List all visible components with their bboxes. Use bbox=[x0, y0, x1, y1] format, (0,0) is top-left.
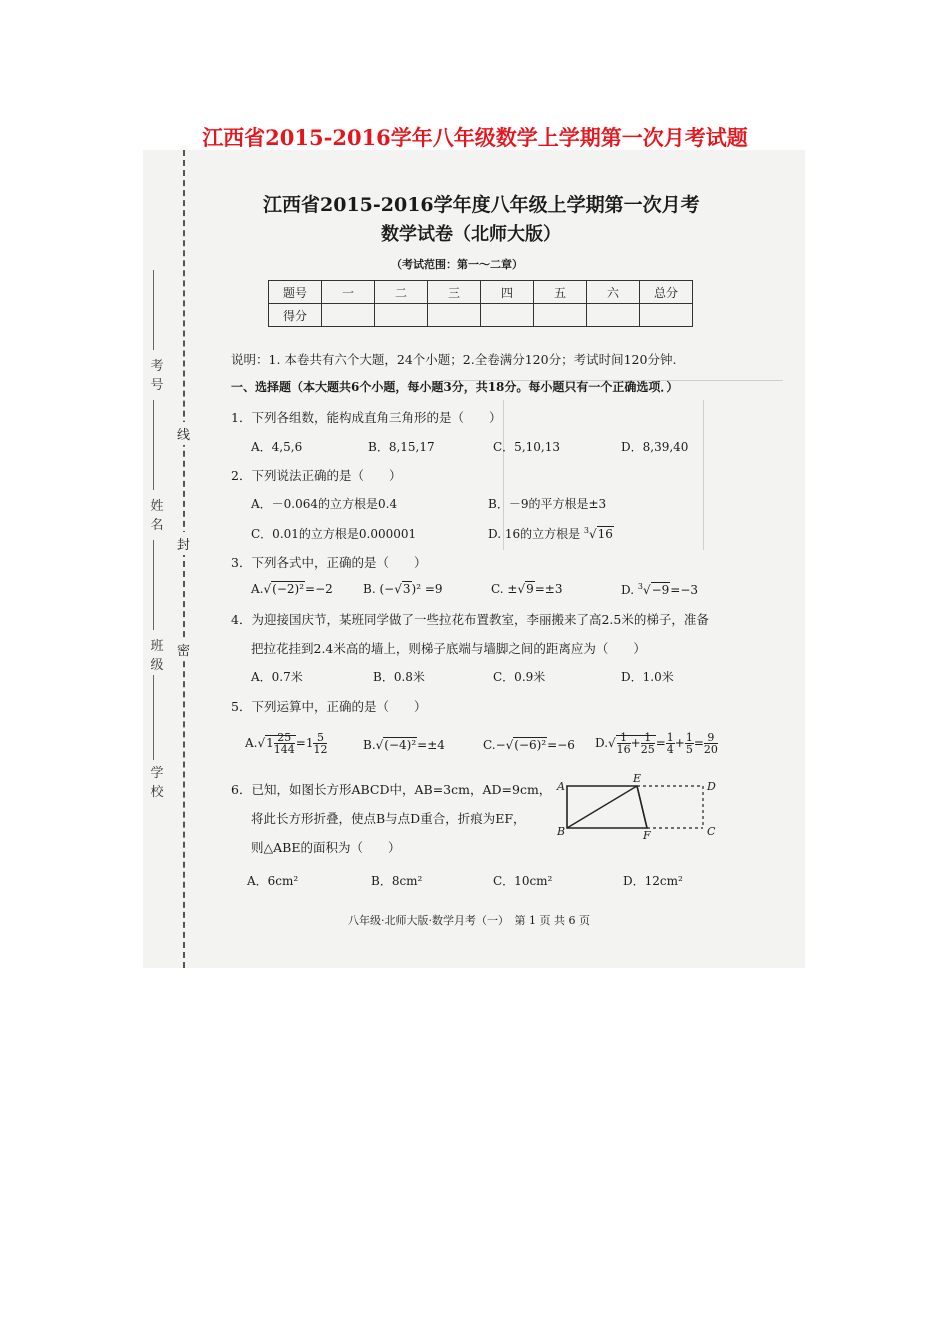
option-label: B. bbox=[363, 738, 376, 752]
score-cell: 四 bbox=[481, 281, 534, 304]
score-cell: 六 bbox=[587, 281, 640, 304]
fraction bbox=[617, 732, 631, 755]
radicand bbox=[616, 731, 656, 756]
score-table bbox=[268, 280, 693, 327]
option-label: C. ± bbox=[491, 582, 518, 596]
folded-shape bbox=[567, 786, 647, 828]
denominator: 5 bbox=[685, 743, 693, 756]
q2-option-a: A．－0.064的立方根是0.4 bbox=[251, 497, 398, 511]
numerator: 1 bbox=[617, 732, 631, 744]
q2-option-c: C．0.01的立方根是0.000001 bbox=[251, 527, 417, 541]
margin-blank bbox=[153, 400, 154, 490]
fraction bbox=[685, 732, 694, 755]
denominator: 25 bbox=[640, 743, 655, 756]
q2-option-b: B．－9的平方根是±3 bbox=[488, 497, 607, 511]
q1-option-d: D．8,39,40 bbox=[621, 440, 689, 454]
plus: + bbox=[630, 736, 641, 750]
q4-option-d: D．1.0米 bbox=[621, 670, 674, 684]
crease-ef bbox=[637, 786, 647, 828]
q3-option-c: C. ±√9=±3 bbox=[491, 582, 563, 596]
denominator: 20 bbox=[703, 743, 718, 756]
q1-stem: 1．下列各组数，能构成直角三角形的是（ ） bbox=[231, 410, 502, 425]
q5-option-d: D.√ $\frac{1}{16}$ + $\frac{1}{25}$ = $\frac{1}{4}$ + $\frac{1}{5}$ = $\frac{9}{20}$ bbox=[595, 731, 718, 756]
denominator: 144 bbox=[273, 743, 295, 756]
score-cell: 总分 bbox=[640, 281, 693, 304]
score-cell-blank bbox=[428, 304, 481, 327]
page-footer: 八年级·北师大版·数学月考（一） 第 1 页 共 6 页 bbox=[348, 914, 590, 927]
q6-option-a: A．6cm² bbox=[247, 874, 299, 888]
numerator: 1 bbox=[666, 731, 674, 744]
show-through-line bbox=[703, 400, 704, 550]
fig-label-e: E bbox=[633, 772, 642, 785]
fraction bbox=[641, 732, 655, 755]
q6-option-b: B．8cm² bbox=[371, 874, 423, 888]
plus: + bbox=[674, 736, 685, 750]
option-result: =±4 bbox=[417, 738, 445, 752]
margin-label-school: 学校 bbox=[150, 766, 164, 800]
option-label: A. bbox=[245, 736, 258, 750]
score-cell-blank bbox=[640, 304, 693, 327]
denominator: 4 bbox=[666, 743, 674, 756]
score-cell-blank bbox=[534, 304, 587, 327]
score-cell-blank bbox=[481, 304, 534, 327]
option-result: =−2 bbox=[305, 582, 333, 596]
score-cell: 得分 bbox=[269, 304, 322, 327]
q5-option-c: C.−√(−6)²=−6 bbox=[483, 738, 575, 752]
option-label: B. bbox=[363, 582, 376, 596]
q6-stem-line2: 将此长方形折叠，使点B与点D重合，折痕为EF， bbox=[251, 811, 526, 826]
score-cell: 题号 bbox=[269, 281, 322, 304]
binding-dotted-line bbox=[183, 150, 185, 968]
q6-option-c: C．10cm² bbox=[493, 874, 553, 888]
equals: = bbox=[693, 736, 704, 750]
numerator: 1 bbox=[641, 732, 655, 744]
exam-header-line1: 江西省2015-2016学年度八年级上学期第一次月考 bbox=[263, 194, 700, 216]
score-table-score-row bbox=[269, 304, 693, 327]
radicand: (−6)² bbox=[514, 738, 547, 752]
numerator: 9 bbox=[704, 732, 718, 744]
score-table-header-row bbox=[269, 281, 693, 304]
q1-option-a: A．4,5,6 bbox=[251, 440, 303, 454]
scanned-exam-page bbox=[143, 150, 805, 968]
margin-label-exam-no: 考号 bbox=[150, 359, 164, 393]
q1-option-b: B．8,15,17 bbox=[368, 440, 435, 454]
margin-label-name: 姓名 bbox=[150, 499, 164, 533]
score-cell-blank bbox=[587, 304, 640, 327]
score-cell: 一 bbox=[322, 281, 375, 304]
q2-option-d-text: D. 16的立方根是 bbox=[488, 527, 581, 541]
option-result: )² =9 bbox=[411, 582, 443, 596]
q6-stem-line3: 则△ABE的面积为（ ） bbox=[251, 840, 401, 855]
fraction bbox=[704, 732, 718, 755]
mixed-whole: 1 bbox=[266, 736, 274, 750]
fig-label-a: A bbox=[557, 780, 565, 793]
radicand: 9 bbox=[526, 582, 534, 596]
q3-option-d: D. $^3$√−9=−3 bbox=[621, 582, 699, 597]
numerator: 25 bbox=[274, 732, 295, 744]
instructions: 说明：1. 本卷共有六个大题，24个小题；2.全卷满分120分；考试时间120分钟. bbox=[231, 352, 677, 367]
q3-option-b: B. (−√3)² =9 bbox=[363, 582, 443, 596]
margin-blank bbox=[153, 270, 154, 350]
fig-label-c: C bbox=[707, 825, 716, 838]
binding-word-seal: 封 bbox=[177, 532, 190, 555]
radicand: −9 bbox=[651, 583, 670, 597]
q2-option-d: D. 16的立方根是 $^3$√16 bbox=[488, 526, 613, 541]
section-1-heading: 一、选择题（本大题共6个小题，每小题3分，共18分。每小题只有一个正确选项．） bbox=[231, 380, 679, 394]
margin-blank bbox=[153, 540, 154, 630]
score-cell: 五 bbox=[534, 281, 587, 304]
radical-index: 3 bbox=[583, 526, 590, 535]
radicand: (−4)² bbox=[384, 738, 417, 752]
option-label: D. bbox=[621, 583, 635, 597]
radical-index: 3 bbox=[637, 582, 643, 591]
q5-stem: 5．下列运算中，正确的是（ ） bbox=[231, 699, 427, 714]
exam-scope: （考试范围：第一～二章） bbox=[391, 258, 523, 271]
option-result: =−6 bbox=[547, 738, 575, 752]
radicand: 16 bbox=[597, 527, 613, 541]
q4-option-a: A．0.7米 bbox=[251, 670, 303, 684]
q6-option-d: D．12cm² bbox=[623, 874, 683, 888]
option-label: A. bbox=[251, 582, 264, 596]
equals: =1 bbox=[295, 736, 314, 750]
q2-stem: 2．下列说法正确的是（ ） bbox=[231, 468, 402, 483]
radicand: (−2)² bbox=[272, 582, 305, 596]
q5-option-b: B.√(−4)²=±4 bbox=[363, 738, 445, 752]
fraction bbox=[313, 732, 327, 755]
fold-line-be bbox=[567, 786, 637, 828]
q5-option-a: A.√1 $\frac{25}{144}$ =1 $\frac{5}{12}$ bbox=[245, 731, 328, 756]
score-cell: 二 bbox=[375, 281, 428, 304]
exam-header-line2: 数学试卷（北师大版） bbox=[381, 224, 561, 245]
numerator: 5 bbox=[313, 732, 327, 744]
score-cell-blank bbox=[322, 304, 375, 327]
fraction bbox=[274, 732, 295, 755]
q3-stem: 3．下列各式中，正确的是（ ） bbox=[231, 555, 427, 570]
fig-label-d: D bbox=[707, 780, 716, 793]
radicand bbox=[265, 731, 296, 756]
option-result: =−3 bbox=[670, 583, 699, 597]
equals: = bbox=[655, 736, 666, 750]
fraction bbox=[666, 732, 675, 755]
score-cell: 三 bbox=[428, 281, 481, 304]
binding-word-secret: 密 bbox=[177, 638, 190, 661]
fig-label-f: F bbox=[643, 829, 651, 842]
margin-blank bbox=[153, 675, 154, 760]
denominator: 12 bbox=[313, 743, 328, 756]
option-prefix: (− bbox=[379, 582, 395, 596]
q6-stem-line1: 6．已知，如图长方形ABCD中，AB=3cm，AD=9cm， bbox=[231, 782, 552, 797]
q4-option-b: B．0.8米 bbox=[373, 670, 425, 684]
option-label: C.− bbox=[483, 738, 506, 752]
fig-label-b: B bbox=[557, 825, 566, 838]
option-label: D. bbox=[595, 736, 609, 750]
q1-option-c: C．5,10,13 bbox=[493, 440, 560, 454]
margin-label-class: 班级 bbox=[150, 639, 164, 673]
q4-stem-line1: 4．为迎接国庆节，某班同学做了一些拉花布置教室，李丽搬来了高2.5米的梯子，准备 bbox=[231, 612, 709, 627]
denominator: 16 bbox=[616, 743, 631, 756]
rectangle-fold-figure bbox=[555, 772, 725, 842]
radicand: 3 bbox=[402, 582, 411, 596]
binding-word-line: 线 bbox=[177, 422, 190, 445]
option-result: =±3 bbox=[534, 582, 563, 596]
q4-option-c: C．0.9米 bbox=[493, 670, 546, 684]
document-title: 江西省2015-2016学年八年级数学上学期第一次月考试题 bbox=[202, 125, 748, 150]
binding-margin bbox=[143, 150, 191, 968]
score-cell-blank bbox=[375, 304, 428, 327]
q4-stem-line2: 把拉花挂到2.4米高的墙上，则梯子底端与墙脚之间的距离应为（ ） bbox=[251, 641, 646, 656]
q3-option-a: A.√(−2)²=−2 bbox=[251, 582, 333, 596]
numerator: 1 bbox=[685, 731, 693, 744]
